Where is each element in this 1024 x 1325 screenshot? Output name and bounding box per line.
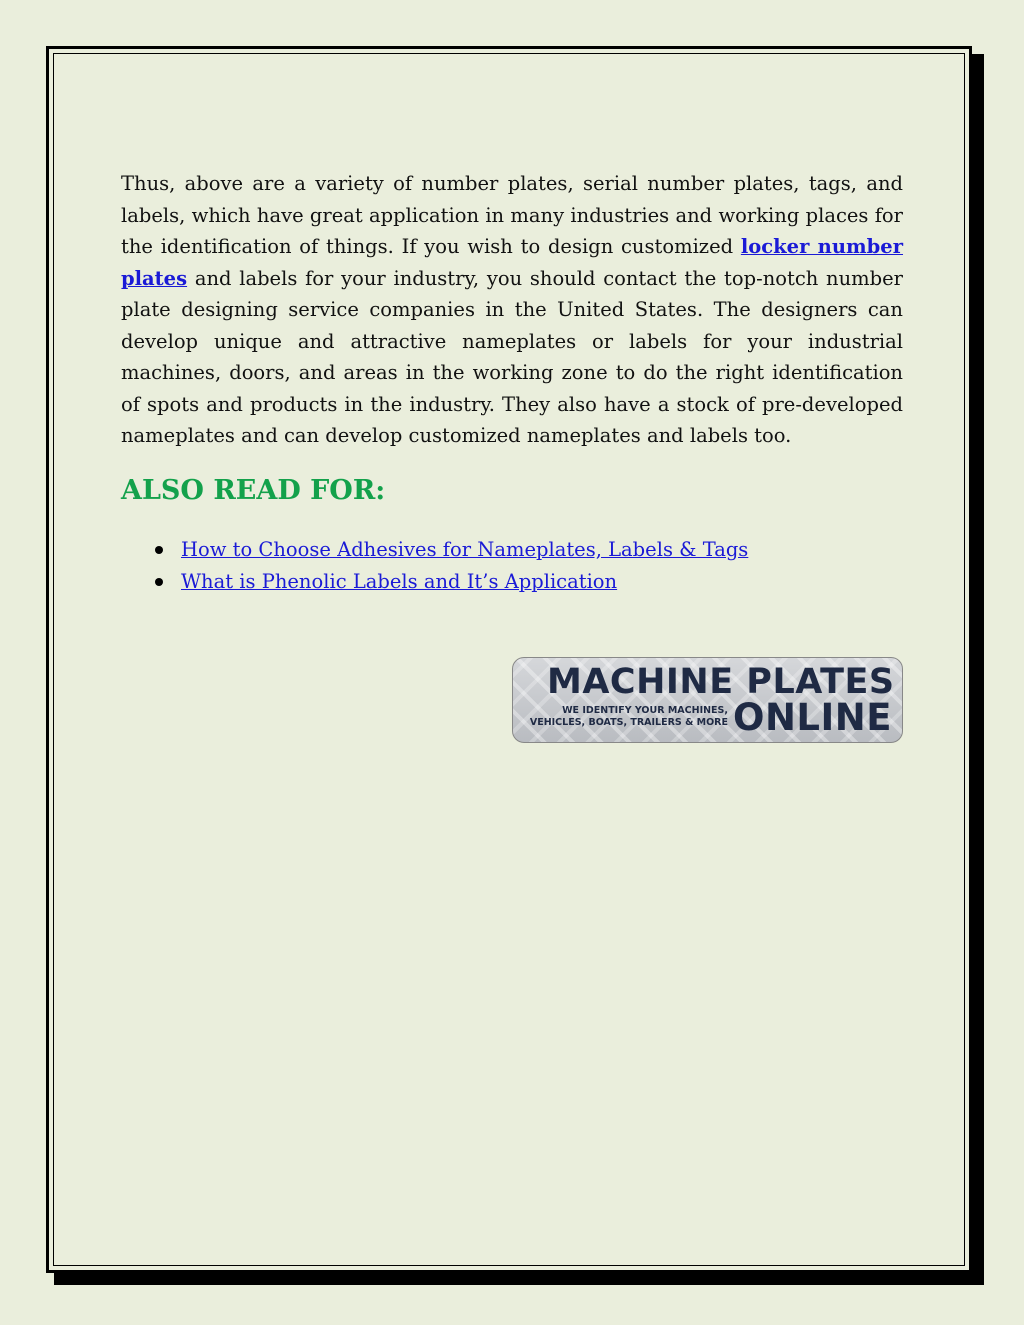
adhesives-article-link[interactable]: How to Choose Adhesives for Nameplates, Labels & Tags [181,537,749,561]
body-paragraph [121,168,903,452]
locker-number-plates-link[interactable]: locker number plates [121,235,903,290]
also-read-heading: ALSO READ FOR: [121,474,386,506]
related-links-list [121,534,903,598]
logo-online: ONLINE [733,696,893,739]
list-item [121,566,903,598]
paragraph-text-end: and labels for your industry, you should contact the top-notch number plate designing service companies in the United States. The designers can develop unique and attractive nameplates or labels for your industrial machines, doors, and areas in the working zone to do the right identification of spots and products in the industry. They also have a stock of pre-developed nameplates and can develop customized nameplates and labels too. [121,266,903,447]
machine-plates-online-logo [512,657,903,743]
paragraph-text-start: Thus, above are a variety of number plates, serial number plates, tags, and labels, which have great application in many industries and working places for the identification of things. If you wish to design customized [121,172,903,258]
bullet-icon [155,546,163,554]
logo-tagline-line2: VEHICLES, BOATS, TRAILERS & MORE [529,717,728,728]
document-content [121,168,903,598]
list-item [121,534,903,566]
phenolic-labels-article-link[interactable]: What is Phenolic Labels and It’s Application [181,569,618,593]
logo-title: MACHINE PLATES [547,662,895,702]
bullet-icon [155,578,163,586]
logo-tagline [523,705,728,729]
logo-tagline-line1: WE IDENTIFY YOUR MACHINES, [562,705,728,716]
